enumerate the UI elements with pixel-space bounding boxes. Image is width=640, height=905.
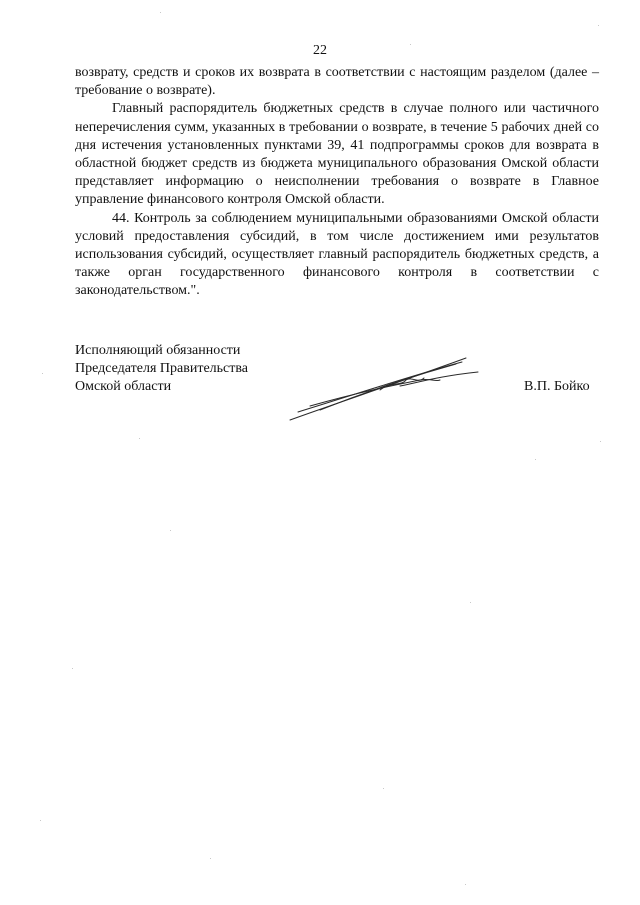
- scan-speck: [410, 44, 411, 45]
- scan-speck: [72, 668, 73, 669]
- scan-speck: [383, 788, 384, 789]
- scan-speck: [210, 858, 211, 859]
- scan-speck: [170, 530, 171, 531]
- scan-speck: [160, 12, 161, 13]
- signer-title-line-2: Председателя Правительства: [75, 361, 249, 377]
- scan-speck: [40, 820, 41, 821]
- paragraph-main-distributor: Главный распорядитель бюджетных средств в случае полного или частичного неперечисления сумм, указанных в требовании о возврате, в течение 5 рабочих дней со дня истечения установленных пунктами 39, 41 подпрограммы сроков для возврата в областной бюджет средств из бюджета муниципального образования Омской области представляет информацию о неисполнении требования о возврате в Главное управление финансового контроля Омской области.: [75, 101, 599, 208]
- paragraph-continuation: возврату, средств и сроков их возврата в соответствии с настоящим разделом (далее – требование о возврате).: [75, 65, 599, 99]
- scan-speck: [598, 25, 599, 26]
- scan-speck: [470, 602, 471, 603]
- handwritten-signature-icon: [280, 350, 480, 430]
- signer-name: В.П. Бойко: [524, 379, 590, 394]
- paragraph-item-44: 44. Контроль за соблюдением муниципальными образованиями Омской области условий предоставления субсидий, в том числе достижением ими результатов использования субсидий, осуществляет главный распорядитель бюджетных средств, а также орган государственного финансового контроля в соответствии с законодательством.".: [75, 210, 599, 299]
- scan-speck: [535, 459, 536, 460]
- page-number: 22: [313, 43, 327, 58]
- body-text: [75, 64, 599, 301]
- scan-speck: [465, 884, 466, 885]
- signer-title-block: [75, 342, 248, 397]
- scan-speck: [139, 438, 140, 439]
- scan-speck: [600, 441, 601, 442]
- signer-title-line-3: Омской области: [75, 379, 172, 395]
- signer-title-line-1: Исполняющий обязанности: [75, 343, 241, 358]
- scan-speck: [42, 373, 43, 374]
